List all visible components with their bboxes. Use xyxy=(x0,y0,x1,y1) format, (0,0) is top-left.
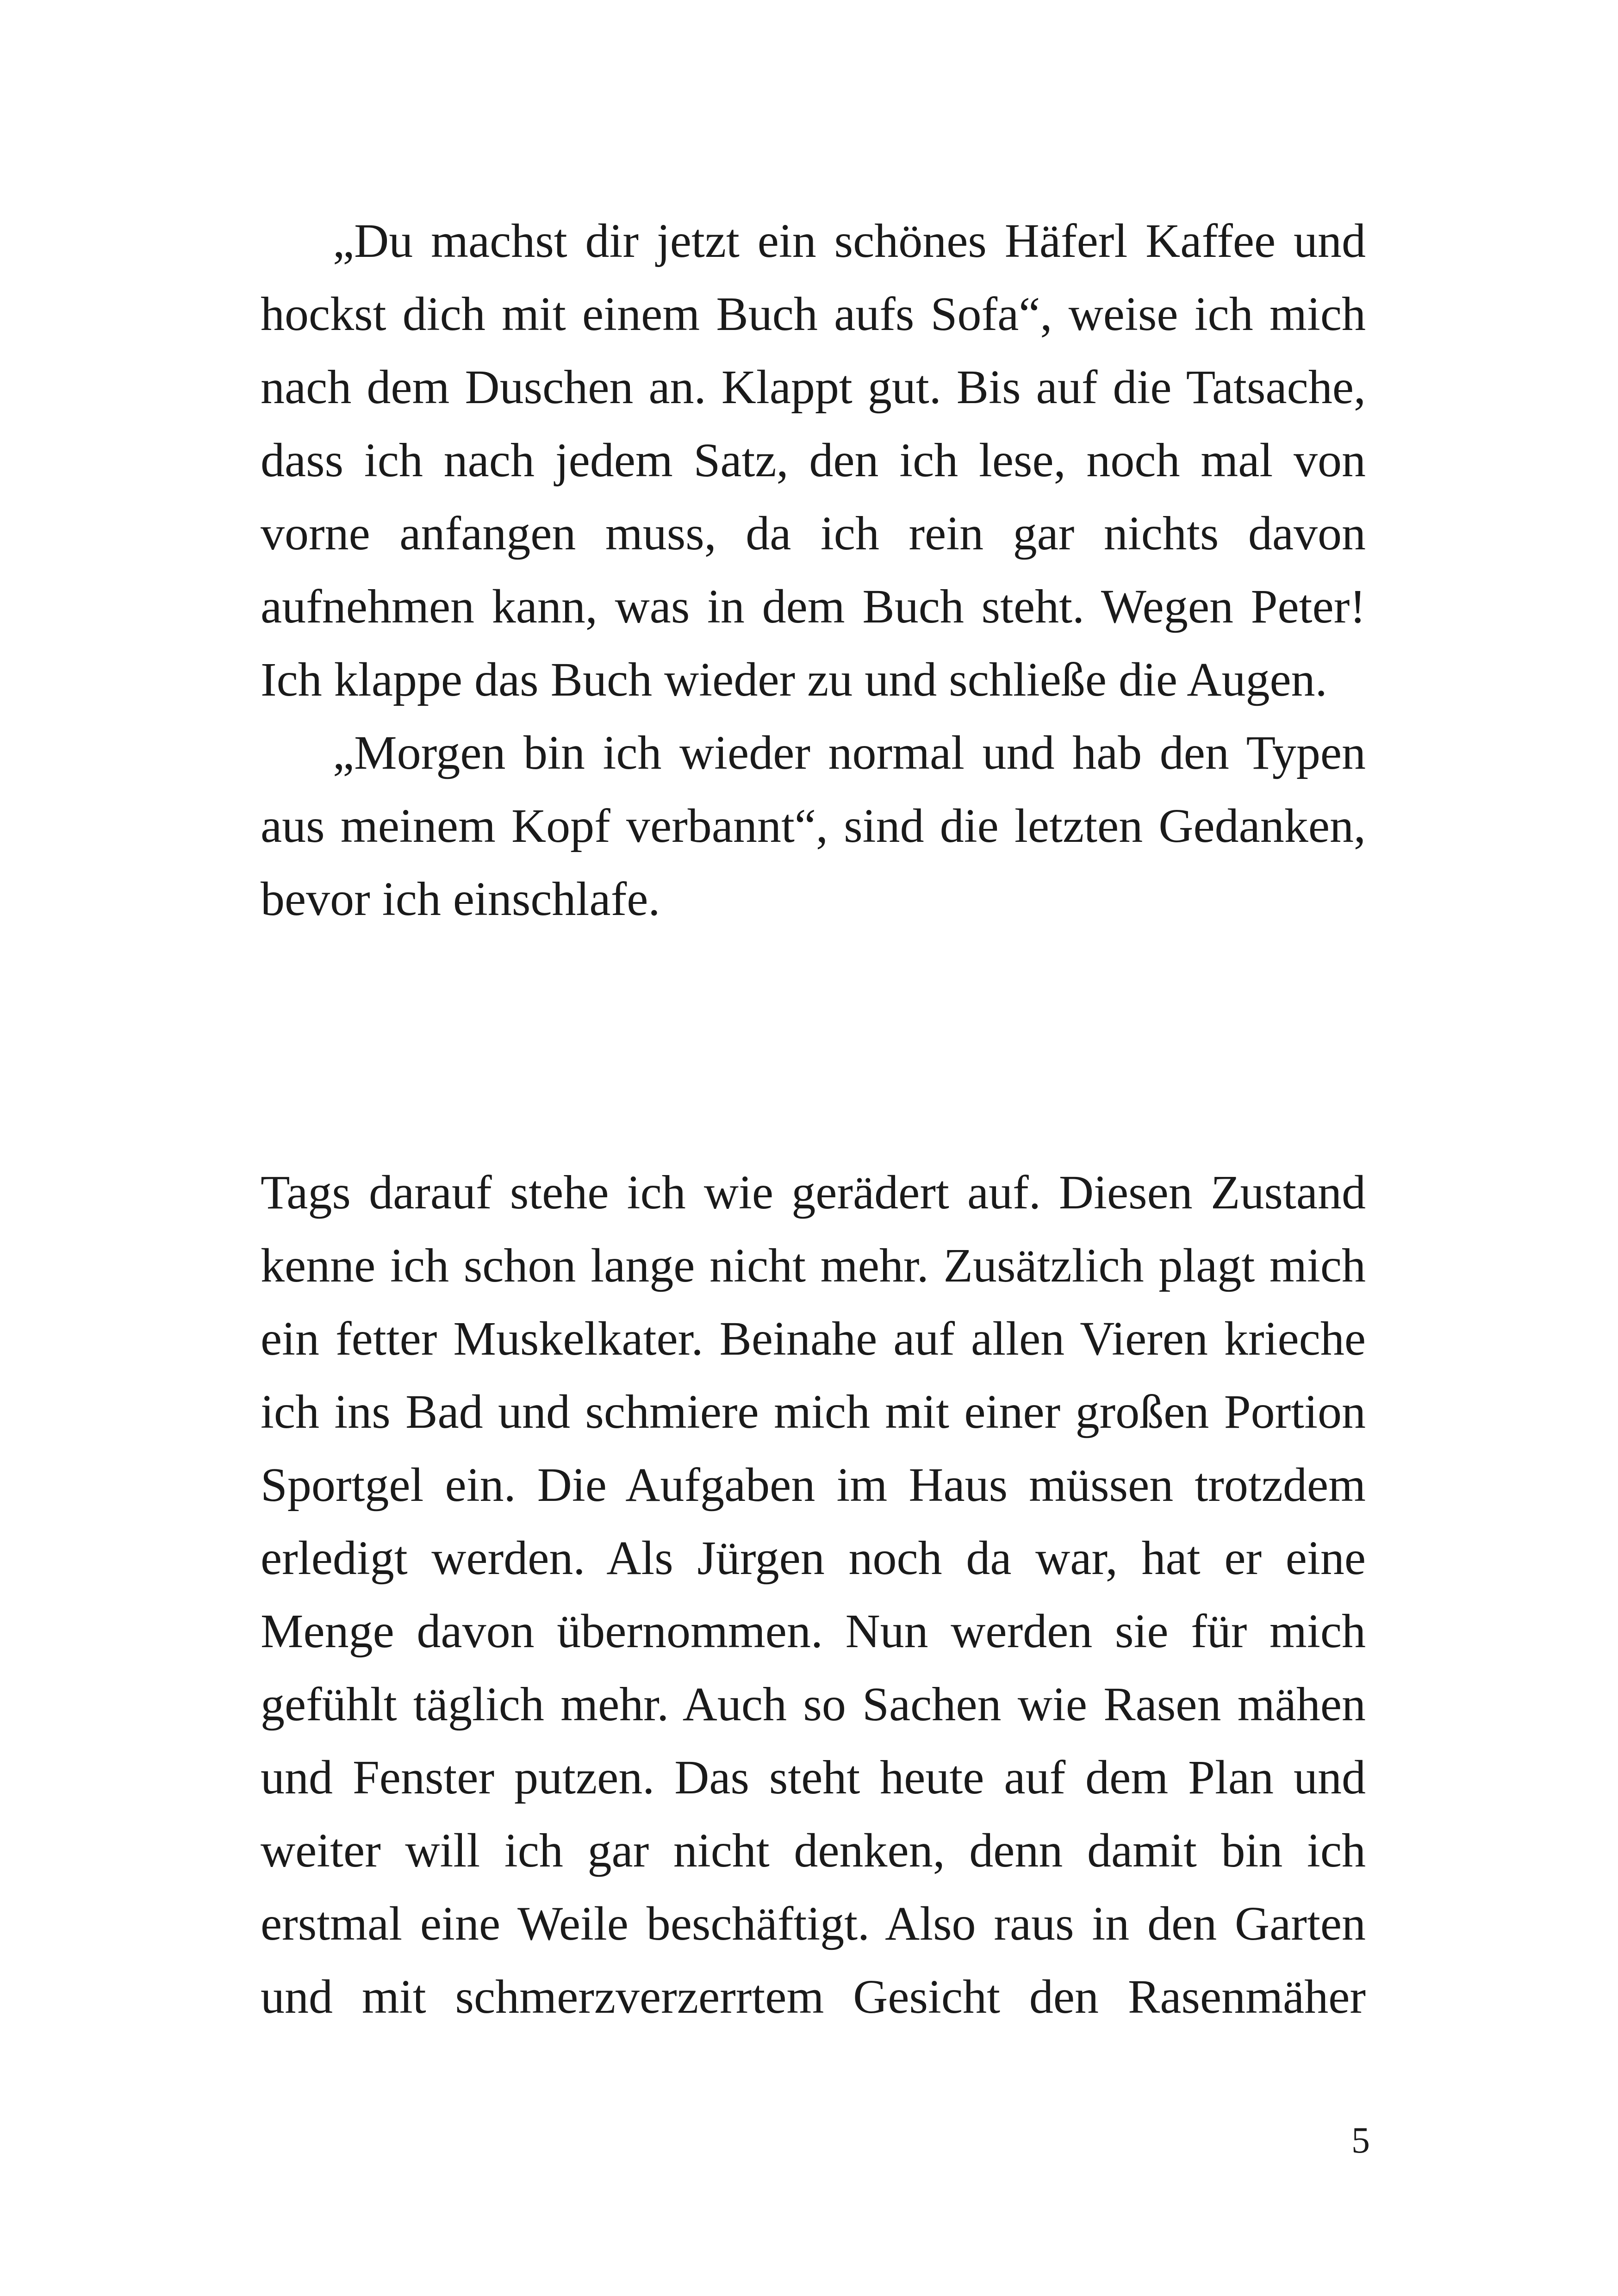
section-two xyxy=(261,1156,1366,2034)
paragraph: „Du machst dir jetzt ein schönes Häferl Kaffee und hockst dich mit einem Buch aufs Sofa“, weise ich mich nach dem Duschen an. Klappt gut. Bis auf die Tatsache, dass ich nach jedem Satz, den ich lese, noch mal von vorne anfangen muss, da ich rein gar nichts davon aufnehmen kann, was in dem Buch steht. Wegen Peter! Ich klappe das Buch wieder zu und schließe die Augen. xyxy=(261,214,1366,706)
paragraph: Tags darauf stehe ich wie gerädert auf. Diesen Zustand kenne ich schon lange nicht mehr. Zusätzlich plagt mich ein fetter Muskelkater. Beinahe auf allen Vieren krieche ich ins Bad und schmiere mich mit einer großen Portion Sportgel ein. Die Aufgaben im Haus müssen trotzdem erledigt werden. Als Jürgen noch da war, hat er eine Menge davon übernommen. Nun werden sie für mich gefühlt täglich mehr. Auch so Sachen wie Rasen mähen und Fenster putzen. Das steht heute auf dem Plan und weiter will ich gar nicht denken, denn damit bin ich erstmal eine Weile beschäftigt. Also raus in den Garten und mit schmerzverzerrtem Gesicht den Rasenmäher xyxy=(261,1166,1366,2023)
paragraph: „Morgen bin ich wieder normal und hab den Typen aus meinem Kopf verbannt“, sind die letzten Gedanken, bevor ich einschlafe. xyxy=(261,726,1366,926)
section-one xyxy=(261,205,1366,936)
page-number: 5 xyxy=(1351,2120,1370,2161)
